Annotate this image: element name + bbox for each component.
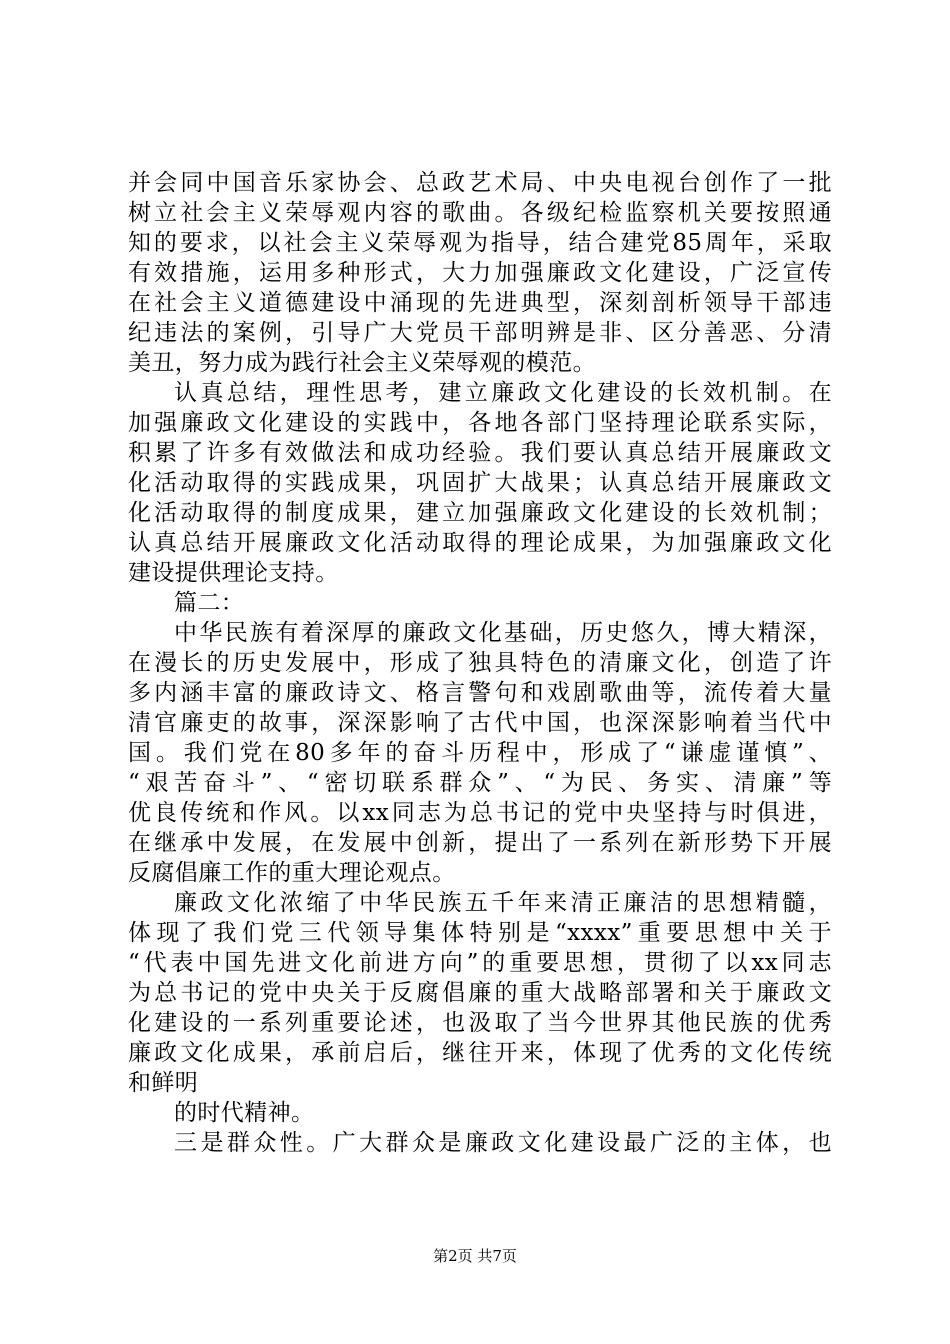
text-line: 树立社会主义荣辱观内容的歌曲。各级纪检监察机关要按照通 [128, 200, 832, 226]
text-line: 在社会主义道德建设中涌现的先进典型，深刻剖析领导干部违 [128, 290, 832, 316]
text-line: 体现了我们党三代领导集体特别是“xxxx”重要思想中关于 [128, 920, 832, 946]
text-line: 在继承中发展，在发展中创新，提出了一系列在新形势下开展 [128, 830, 832, 856]
text-line: 的时代精神。 [174, 1100, 315, 1126]
text-line: 化活动取得的制度成果，建立加强廉政文化建设的长效机制； [128, 500, 832, 526]
body-text [128, 168, 832, 1158]
text-line: 积累了许多有效做法和成功经验。我们要认真总结开展廉政文 [128, 440, 832, 466]
text-line: 加强廉政文化建设的实践中，各地各部门坚持理论联系实际， [128, 410, 832, 436]
text-line: 化建设的一系列重要论述，也汲取了当今世界其他民族的优秀 [128, 1010, 832, 1036]
text-line: “代表中国先进文化前进方向”的重要思想，贯彻了以xx同志 [128, 950, 832, 976]
text-line: 多内涵丰富的廉政诗文、格言警句和戏剧歌曲等，流传着大量 [128, 680, 832, 706]
text-line: 美丑，努力成为践行社会主义荣辱观的模范。 [128, 350, 596, 376]
text-line: 廉政文化浓缩了中华民族五千年来清正廉洁的思想精髓， [174, 890, 832, 916]
text-line: 知的要求，以社会主义荣辱观为指导，结合建党85周年，采取 [128, 230, 832, 256]
text-line: “艰苦奋斗”、“密切联系群众”、“为民、务实、清廉”等 [128, 770, 832, 796]
text-line: 纪违法的案例，引导广大党员干部明辨是非、区分善恶、分清 [128, 320, 832, 346]
text-line: 化活动取得的实践成果，巩固扩大战果；认真总结开展廉政文 [128, 470, 832, 496]
page-footer: 第2页 共7页 [433, 1247, 517, 1265]
text-line: 中华民族有着深厚的廉政文化基础，历史悠久，博大精深， [174, 620, 832, 646]
text-line: 建设提供理论支持。 [128, 560, 339, 586]
text-line: 优良传统和作风。以xx同志为总书记的党中央坚持与时俱进， [128, 800, 832, 826]
text-line: 清官廉吏的故事，深深影响了古代中国，也深深影响着当代中 [128, 710, 832, 736]
text-line: 三是群众性。广大群众是廉政文化建设最广泛的主体，也 [174, 1130, 832, 1156]
text-line: 有效措施，运用多种形式，大力加强廉政文化建设，广泛宣传 [128, 260, 832, 286]
text-line: 并会同中国音乐家协会、总政艺术局、中央电视台创作了一批 [128, 170, 832, 196]
text-line: 反腐倡廉工作的重大理论观点。 [128, 860, 456, 886]
text-line: 认真总结开展廉政文化活动取得的理论成果，为加强廉政文化 [128, 530, 832, 556]
text-line: 和鲜明 [128, 1070, 199, 1096]
text-line: 廉政文化成果，承前启后，继往开来，体现了优秀的文化传统 [128, 1040, 832, 1066]
text-line: 国。我们党在80多年的奋斗历程中，形成了“谦虚谨慎”、 [128, 740, 832, 766]
text-line: 篇二： [174, 590, 245, 616]
text-line: 在漫长的历史发展中，形成了独具特色的清廉文化，创造了许 [128, 650, 832, 676]
text-line: 认真总结，理性思考，建立廉政文化建设的长效机制。在 [174, 380, 832, 406]
text-line: 为总书记的党中央关于反腐倡廉的重大战略部署和关于廉政文 [128, 980, 832, 1006]
